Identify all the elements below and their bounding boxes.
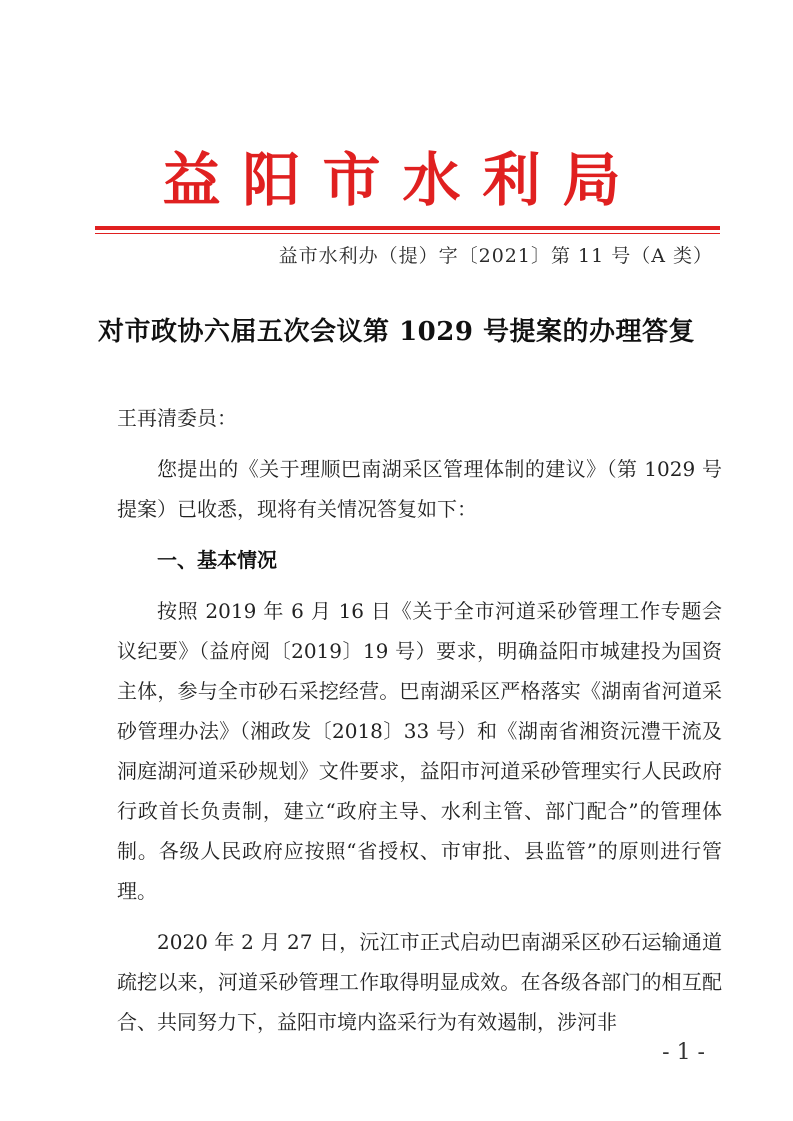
masthead-rule-thick [95, 226, 720, 230]
masthead-rule-thin [95, 233, 720, 234]
section-heading-basic-situation: 一、基本情况 [157, 548, 277, 572]
body-paragraph-2: 2020 年 2 月 27 日，沅江市正式启动巴南湖采区砂石运输通道疏挖以来，河道采砂管理工作取得明显成效。在各级各部门的相互配合、共同努力下，益阳市境内盗采行为有效遏制，涉河非 [117, 930, 722, 1034]
body-paragraph-1: 按照 2019 年 6 月 16 日《关于全市河道采砂管理工作专题会议纪要》（益府阅〔2019〕19 号）要求，明确益阳市城建投为国资主体，参与全市砂石采挖经营。巴南湖采区严格落实《湖南省河道采砂管理办法》（湘政发〔2018〕33 号）和《湖南省湘资沅澧干流及洞庭湖河道采砂规划》文件要求，益阳市河道采砂管理实行人民政府行政首长负责制，建立“政府主导、水利主管、部门配合”的管理体制。各级人民政府应按照“省授权、市审批、县监管”的原则进行管理。 [117, 599, 722, 903]
document-number: 益市水利办（提）字〔2021〕第 11 号（A 类） [278, 245, 713, 267]
masthead-title: 益阳市水利局 [162, 146, 643, 214]
document-title: 对市政协六届五次会议第 1029 号提案的办理答复 [98, 317, 695, 347]
intro-paragraph: 您提出的《关于理顺巴南湖采区管理体制的建议》（第 1029 号提案）已收悉，现将有关情况答复如下： [117, 457, 722, 521]
salutation: 王再清委员： [117, 406, 237, 430]
document-body [117, 398, 722, 1053]
page-number: - 1 - [662, 1040, 705, 1065]
